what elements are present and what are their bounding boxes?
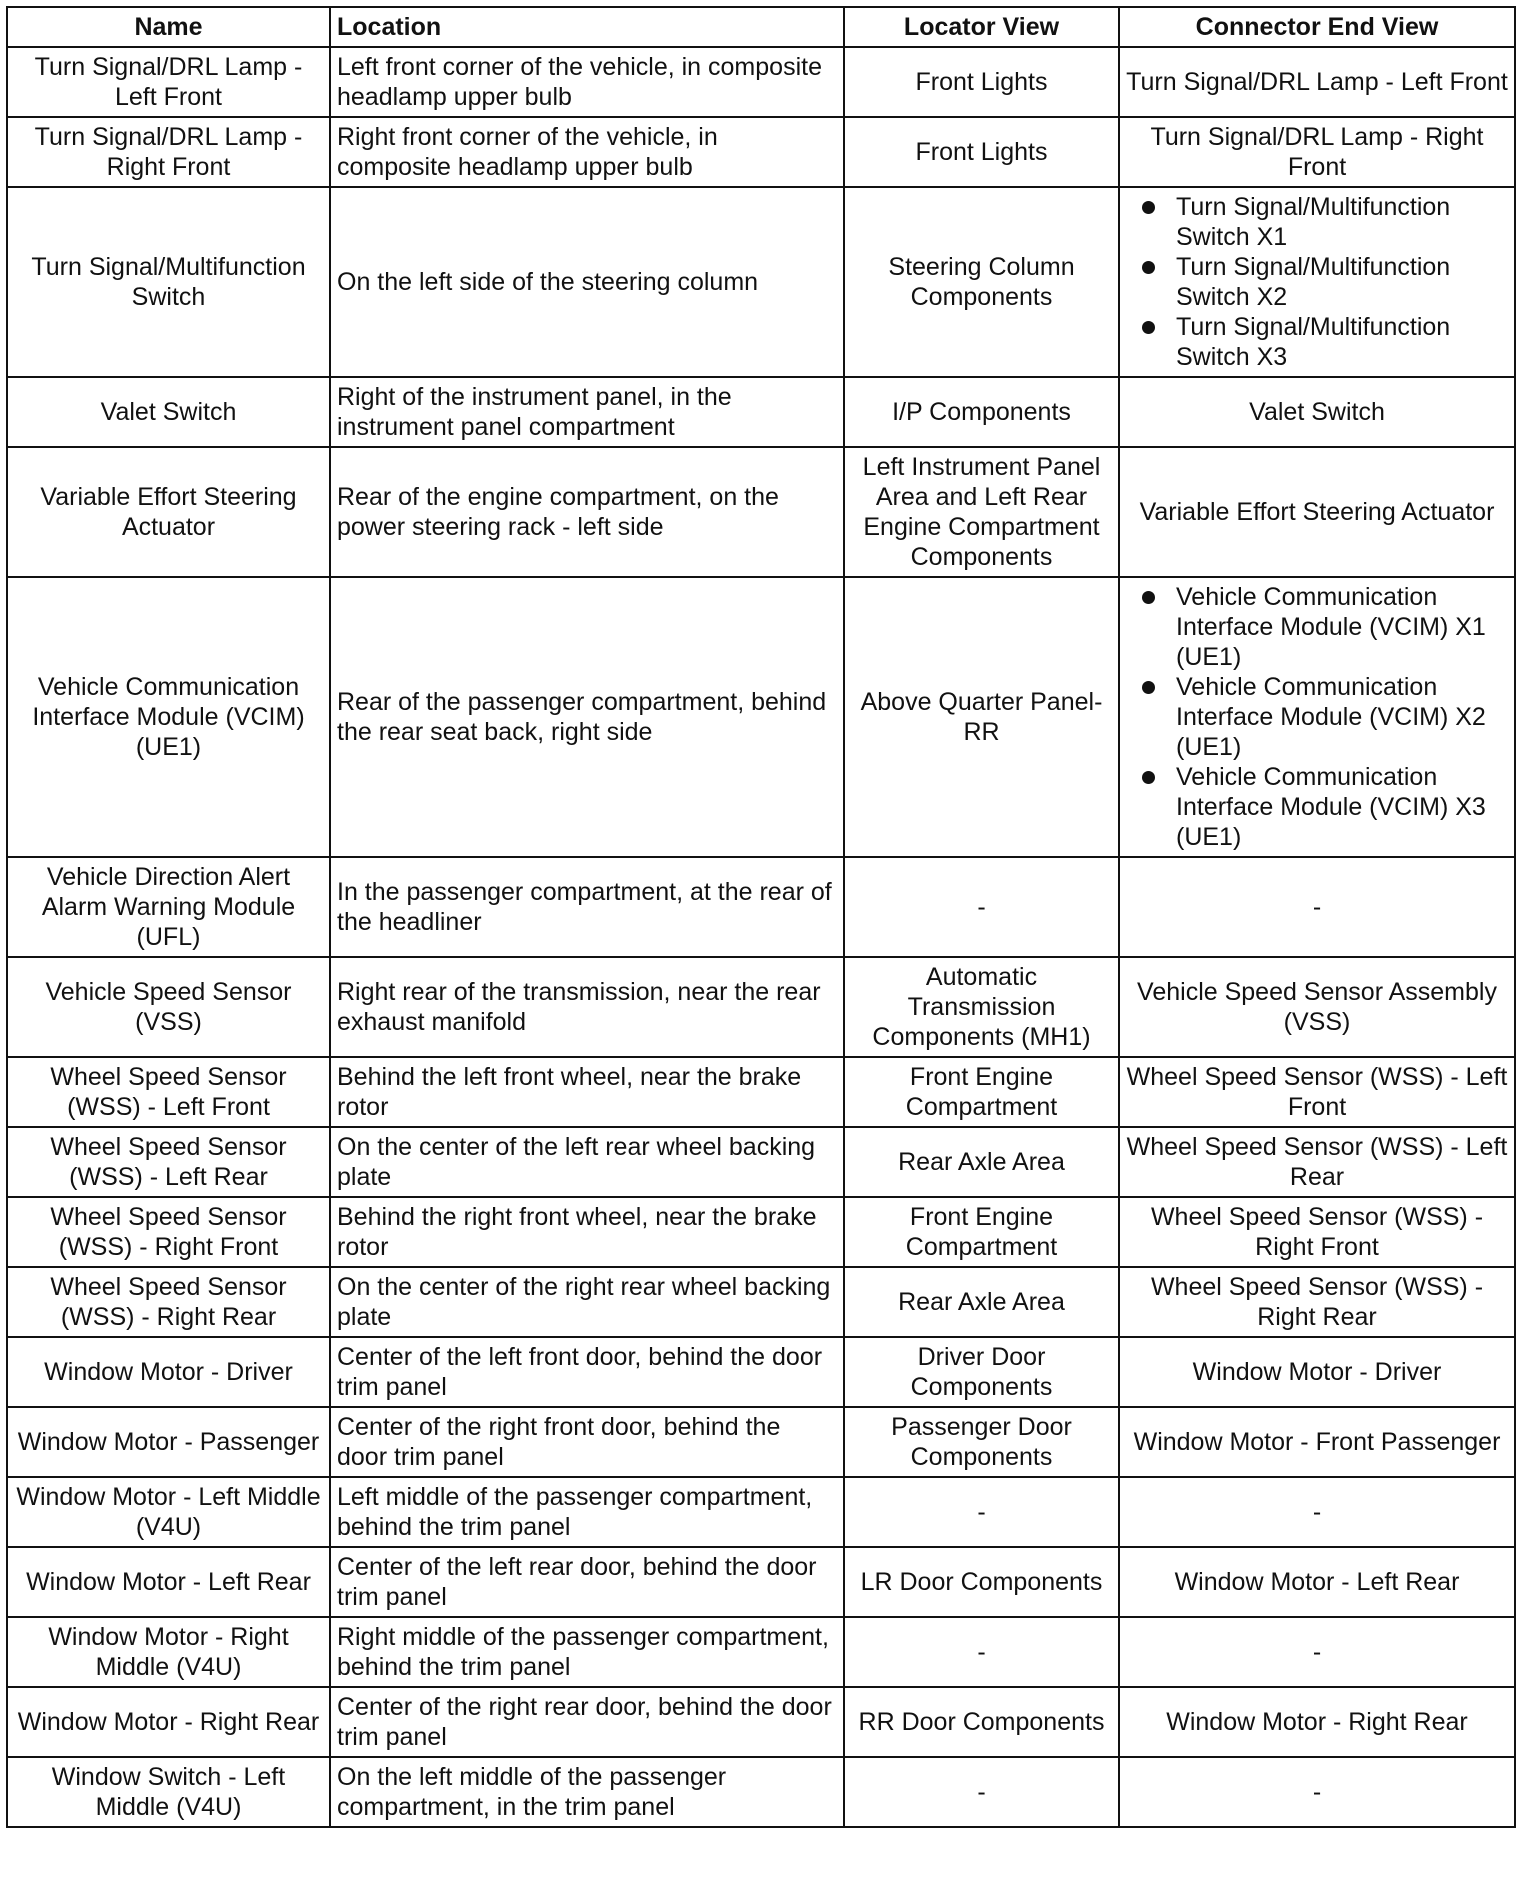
cell-name: Vehicle Communication Interface Module (VCIM) (UE1) [7, 577, 330, 857]
table-row [7, 447, 1515, 577]
table-body [7, 47, 1515, 1827]
table-row [7, 117, 1515, 187]
cell-connector-end-view: Window Motor - Front Passenger [1119, 1407, 1515, 1477]
cell-connector-end-view: Vehicle Speed Sensor Assembly (VSS) [1119, 957, 1515, 1057]
cell-location: Behind the right front wheel, near the brake rotor [330, 1197, 844, 1267]
cell-locator-view: - [844, 1757, 1119, 1827]
table-row [7, 1127, 1515, 1197]
table-row [7, 857, 1515, 957]
cell-connector-end-view: Variable Effort Steering Actuator [1119, 447, 1515, 577]
cell-locator-view: Front Lights [844, 47, 1119, 117]
cell-location: Center of the right front door, behind the door trim panel [330, 1407, 844, 1477]
cell-name: Vehicle Speed Sensor (VSS) [7, 957, 330, 1057]
cell-location: On the center of the right rear wheel backing plate [330, 1267, 844, 1337]
cell-location: On the left side of the steering column [330, 187, 844, 377]
connector-list [1138, 582, 1508, 852]
bullet-icon [1142, 591, 1155, 604]
cell-locator-view: Front Lights [844, 117, 1119, 187]
table-row [7, 187, 1515, 377]
cell-connector-end-view: Wheel Speed Sensor (WSS) - Left Rear [1119, 1127, 1515, 1197]
cell-name: Turn Signal/Multifunction Switch [7, 187, 330, 377]
table-row [7, 1057, 1515, 1127]
bullet-icon [1142, 321, 1155, 334]
cell-location: Rear of the passenger compartment, behind the rear seat back, right side [330, 577, 844, 857]
bullet-icon [1142, 771, 1155, 784]
cell-locator-view: Above Quarter Panel-RR [844, 577, 1119, 857]
cell-locator-view: - [844, 857, 1119, 957]
cell-locator-view: Passenger Door Components [844, 1407, 1119, 1477]
cell-connector-end-view: - [1119, 857, 1515, 957]
cell-location: Left middle of the passenger compartment, behind the trim panel [330, 1477, 844, 1547]
bullet-icon [1142, 261, 1155, 274]
cell-location: Right front corner of the vehicle, in composite headlamp upper bulb [330, 117, 844, 187]
cell-connector-end-view: Wheel Speed Sensor (WSS) - Right Rear [1119, 1267, 1515, 1337]
cell-name: Turn Signal/DRL Lamp - Left Front [7, 47, 330, 117]
cell-connector-end-view: - [1119, 1757, 1515, 1827]
table-row [7, 1267, 1515, 1337]
component-locator-table [6, 6, 1516, 1828]
table-row [7, 47, 1515, 117]
table-row [7, 1687, 1515, 1757]
cell-locator-view: Rear Axle Area [844, 1127, 1119, 1197]
header-locator-view: Locator View [844, 7, 1119, 47]
cell-location: On the left middle of the passenger compartment, in the trim panel [330, 1757, 844, 1827]
table-row [7, 1197, 1515, 1267]
cell-name: Window Motor - Left Rear [7, 1547, 330, 1617]
connector-list [1138, 192, 1508, 372]
list-item-text: Turn Signal/Multifunction Switch X2 [1176, 253, 1451, 311]
table-row [7, 577, 1515, 857]
list-item [1138, 312, 1508, 372]
cell-name: Window Motor - Right Rear [7, 1687, 330, 1757]
cell-location: On the center of the left rear wheel backing plate [330, 1127, 844, 1197]
list-item-text: Vehicle Communication Interface Module (VCIM) X1 (UE1) [1176, 583, 1486, 671]
cell-locator-view: Front Engine Compartment [844, 1057, 1119, 1127]
cell-locator-view: Rear Axle Area [844, 1267, 1119, 1337]
cell-connector-end-view [1119, 187, 1515, 377]
cell-name: Wheel Speed Sensor (WSS) - Left Front [7, 1057, 330, 1127]
cell-locator-view: Left Instrument Panel Area and Left Rear Engine Compartment Components [844, 447, 1119, 577]
cell-location: Behind the left front wheel, near the brake rotor [330, 1057, 844, 1127]
cell-location: Rear of the engine compartment, on the power steering rack - left side [330, 447, 844, 577]
cell-locator-view: LR Door Components [844, 1547, 1119, 1617]
document-page [6, 6, 1514, 1828]
list-item [1138, 192, 1508, 252]
cell-locator-view: RR Door Components [844, 1687, 1119, 1757]
cell-connector-end-view: Window Motor - Left Rear [1119, 1547, 1515, 1617]
list-item-text: Turn Signal/Multifunction Switch X1 [1176, 193, 1451, 251]
cell-name: Wheel Speed Sensor (WSS) - Right Rear [7, 1267, 330, 1337]
cell-locator-view: - [844, 1617, 1119, 1687]
cell-locator-view: Automatic Transmission Components (MH1) [844, 957, 1119, 1057]
list-item [1138, 252, 1508, 312]
cell-locator-view: Steering Column Components [844, 187, 1119, 377]
table-row [7, 1337, 1515, 1407]
cell-connector-end-view: - [1119, 1477, 1515, 1547]
cell-location: Right rear of the transmission, near the rear exhaust manifold [330, 957, 844, 1057]
cell-location: Center of the left rear door, behind the door trim panel [330, 1547, 844, 1617]
cell-name: Variable Effort Steering Actuator [7, 447, 330, 577]
cell-connector-end-view: Turn Signal/DRL Lamp - Left Front [1119, 47, 1515, 117]
bullet-icon [1142, 201, 1155, 214]
cell-name: Window Switch - Left Middle (V4U) [7, 1757, 330, 1827]
cell-name: Window Motor - Driver [7, 1337, 330, 1407]
table-row [7, 1617, 1515, 1687]
header-location: Location [330, 7, 844, 47]
cell-locator-view: Front Engine Compartment [844, 1197, 1119, 1267]
cell-locator-view: I/P Components [844, 377, 1119, 447]
cell-connector-end-view [1119, 577, 1515, 857]
cell-name: Window Motor - Left Middle (V4U) [7, 1477, 330, 1547]
cell-locator-view: Driver Door Components [844, 1337, 1119, 1407]
header-name: Name [7, 7, 330, 47]
bullet-icon [1142, 681, 1155, 694]
cell-name: Window Motor - Passenger [7, 1407, 330, 1477]
header-row [7, 7, 1515, 47]
cell-name: Wheel Speed Sensor (WSS) - Left Rear [7, 1127, 330, 1197]
list-item-text: Vehicle Communication Interface Module (VCIM) X3 (UE1) [1176, 763, 1486, 851]
cell-connector-end-view: Wheel Speed Sensor (WSS) - Right Front [1119, 1197, 1515, 1267]
table-row [7, 1407, 1515, 1477]
cell-connector-end-view: Valet Switch [1119, 377, 1515, 447]
cell-location: Right of the instrument panel, in the instrument panel compartment [330, 377, 844, 447]
header-connector-end-view: Connector End View [1119, 7, 1515, 47]
table-row [7, 1477, 1515, 1547]
cell-connector-end-view: Window Motor - Right Rear [1119, 1687, 1515, 1757]
cell-location: Left front corner of the vehicle, in composite headlamp upper bulb [330, 47, 844, 117]
cell-name: Vehicle Direction Alert Alarm Warning Module (UFL) [7, 857, 330, 957]
list-item [1138, 672, 1508, 762]
list-item [1138, 762, 1508, 852]
cell-name: Turn Signal/DRL Lamp - Right Front [7, 117, 330, 187]
list-item-text: Turn Signal/Multifunction Switch X3 [1176, 313, 1451, 371]
table-row [7, 1757, 1515, 1827]
list-item-text: Vehicle Communication Interface Module (VCIM) X2 (UE1) [1176, 673, 1486, 761]
cell-connector-end-view: Window Motor - Driver [1119, 1337, 1515, 1407]
table-row [7, 1547, 1515, 1617]
list-item [1138, 582, 1508, 672]
cell-connector-end-view: - [1119, 1617, 1515, 1687]
cell-location: Center of the right rear door, behind the door trim panel [330, 1687, 844, 1757]
table-row [7, 957, 1515, 1057]
table-row [7, 377, 1515, 447]
cell-name: Valet Switch [7, 377, 330, 447]
cell-connector-end-view: Wheel Speed Sensor (WSS) - Left Front [1119, 1057, 1515, 1127]
cell-name: Wheel Speed Sensor (WSS) - Right Front [7, 1197, 330, 1267]
cell-connector-end-view: Turn Signal/DRL Lamp - Right Front [1119, 117, 1515, 187]
cell-locator-view: - [844, 1477, 1119, 1547]
table-header [7, 7, 1515, 47]
cell-location: In the passenger compartment, at the rear of the headliner [330, 857, 844, 957]
cell-location: Right middle of the passenger compartment, behind the trim panel [330, 1617, 844, 1687]
cell-name: Window Motor - Right Middle (V4U) [7, 1617, 330, 1687]
cell-location: Center of the left front door, behind the door trim panel [330, 1337, 844, 1407]
